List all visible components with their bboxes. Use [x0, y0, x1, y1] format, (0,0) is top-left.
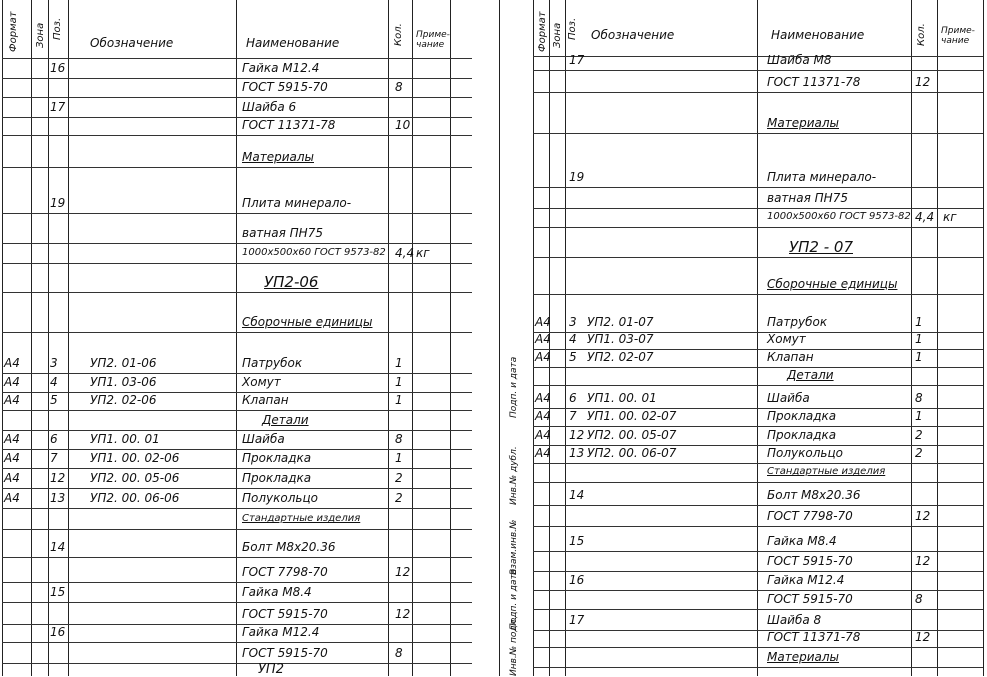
col-line [388, 0, 389, 676]
row-divider [2, 624, 472, 625]
row-divider [533, 367, 983, 368]
cell-pos: 7 [569, 409, 577, 423]
col-line [48, 0, 49, 676]
stamp-sign-date: Подп. и дата [509, 356, 519, 418]
cell-qty: 8 [395, 432, 403, 446]
header-note: Приме-чание [941, 26, 975, 46]
cell-name: Материалы [767, 116, 839, 130]
header-note: Приме-чание [416, 30, 450, 50]
row-divider [533, 505, 983, 506]
stamp-replace-inv: Взам.инв.№ [509, 519, 519, 575]
row-divider [533, 187, 983, 188]
cell-qty: 8 [915, 391, 923, 405]
right-sheet [497, 0, 987, 676]
header-format: Формат [8, 11, 19, 52]
cell-pos: 15 [50, 585, 66, 599]
cell-name: ГОСТ 5915-70 [767, 554, 853, 568]
col-line [236, 0, 237, 676]
cell-fmt: А4 [535, 428, 551, 442]
col-line [450, 0, 451, 676]
cell-name: ватная ПН75 [242, 226, 323, 240]
cell-pos: 3 [50, 356, 58, 370]
col-line [937, 0, 938, 676]
header-qty: Кол. [393, 23, 404, 46]
cell-qty: 1 [915, 350, 923, 364]
cell-des: УП2. 01-06 [90, 356, 157, 370]
cell-name: Детали [787, 368, 834, 382]
col-line [983, 0, 984, 676]
cell-name: Сборочные единицы [767, 277, 898, 291]
cell-pos: 15 [569, 534, 585, 548]
row-divider [533, 208, 983, 209]
cell-name: УП2 - 07 [789, 238, 853, 256]
row-divider [533, 526, 983, 527]
cell-qty: 2 [395, 471, 403, 485]
row-divider [2, 292, 472, 293]
cell-name: ватная ПН75 [767, 191, 848, 205]
cell-name: Прокладка [767, 428, 837, 442]
row-divider [2, 430, 472, 431]
cell-name: ГОСТ 5915-70 [242, 646, 328, 660]
cell-qty: 1 [395, 451, 403, 465]
row-divider [2, 263, 472, 264]
cell-qty: 8 [915, 592, 923, 606]
cell-fmt: А4 [4, 393, 20, 407]
cell-pos: 5 [50, 393, 58, 407]
row-divider [2, 663, 472, 664]
stamp-sign-date-2: Подп. и дата [509, 568, 519, 630]
cell-pos: 12 [569, 428, 585, 442]
row-divider [533, 294, 983, 295]
cell-name: ГОСТ 7798-70 [242, 565, 328, 579]
cell-name: ГОСТ 5915-70 [242, 607, 328, 621]
cell-name: Гайка М12.4 [242, 61, 320, 75]
cell-pos: 14 [569, 488, 585, 502]
cell-pos: 19 [50, 196, 66, 210]
row-divider [533, 133, 983, 134]
cell-pos: 3 [569, 315, 577, 329]
cell-fmt: А4 [4, 451, 20, 465]
cell-des: УП1. 03-06 [90, 375, 157, 389]
cell-fmt: А4 [4, 356, 20, 370]
cell-qty: 4,4 [915, 210, 935, 224]
row-divider [533, 482, 983, 483]
row-divider [2, 332, 472, 333]
cell-name: Патрубок [242, 356, 303, 370]
left-sheet [0, 0, 475, 676]
cell-qty: 12 [915, 554, 931, 568]
cell-des: УП2. 00. 05-06 [90, 471, 180, 485]
cell-name: УП2-06 [264, 273, 319, 291]
header-pos: Поз. [567, 17, 578, 40]
cell-qty: 1 [915, 409, 923, 423]
col-line [412, 0, 413, 676]
row-divider [533, 463, 983, 464]
cell-des: УП2. 00. 05-07 [587, 428, 677, 442]
cell-qty: 12 [915, 630, 931, 644]
cell-name: ГОСТ 11371-78 [767, 630, 861, 644]
header-name: Наименование [246, 36, 340, 50]
cell-qty: 8 [395, 646, 403, 660]
cell-fmt: А4 [535, 315, 551, 329]
cell-name: Хомут [242, 375, 281, 389]
header-divider [533, 56, 983, 57]
cell-name: Прокладка [242, 471, 312, 485]
cell-name: Шайба 6 [242, 100, 297, 114]
header-qty: Кол. [916, 23, 927, 46]
header-name: Наименование [771, 28, 865, 42]
cell-qty: 12 [395, 607, 411, 621]
cell-name: Прокладка [767, 409, 837, 423]
cell-fmt: А4 [535, 350, 551, 364]
cell-pos: 14 [50, 540, 66, 554]
cell-des: УП1. 00. 02-06 [90, 451, 180, 465]
cell-name: Гайка М12.4 [242, 625, 320, 639]
cell-qty: 2 [915, 428, 923, 442]
header-zone: Зона [35, 22, 46, 48]
row-divider [2, 557, 472, 558]
cell-name: Гайка М8.4 [242, 585, 312, 599]
row-divider [533, 70, 983, 71]
cell-name: Сборочные единицы [242, 315, 373, 329]
cell-pos: 16 [50, 625, 66, 639]
cell-name: Болт М8х20.36 [242, 540, 336, 554]
col-line [31, 0, 32, 676]
cell-name: ГОСТ 5915-70 [767, 592, 853, 606]
cell-pos: 17 [569, 53, 585, 67]
row-divider [533, 609, 983, 610]
cell-fmt: А4 [4, 491, 20, 505]
cell-name: Стандартные изделия [767, 466, 886, 477]
cell-qty: 1 [395, 375, 403, 389]
cell-name: Детали [262, 413, 309, 427]
cell-fmt: А4 [535, 332, 551, 346]
row-divider [533, 92, 983, 93]
cell-des: УП2. 01-07 [587, 315, 654, 329]
cell-name: ГОСТ 11371-78 [767, 75, 861, 89]
row-divider [533, 227, 983, 228]
cell-name: 1000х500х60 ГОСТ 9573-82 [767, 211, 911, 222]
cell-name: Хомут [767, 332, 806, 346]
cell-pos: 4 [569, 332, 577, 346]
row-divider [2, 167, 472, 168]
col-line [68, 0, 69, 676]
row-divider [2, 410, 472, 411]
cell-name: Гайка М12.4 [767, 573, 845, 587]
stamp-inv-dup: Инв.№ дубл. [509, 446, 519, 505]
header-zone: Зона [552, 22, 563, 48]
cell-name: Плита минерало- [767, 170, 877, 184]
cell-pos: 4 [50, 375, 58, 389]
cell-fmt: А4 [4, 471, 20, 485]
cell-fmt: А4 [535, 391, 551, 405]
cell-qty: 12 [395, 565, 411, 579]
cell-name: Клапан [767, 350, 814, 364]
row-divider [533, 647, 983, 648]
cell-name: ГОСТ 11371-78 [242, 118, 336, 132]
row-divider [533, 667, 983, 668]
row-divider [2, 213, 472, 214]
cell-name: Шайба [242, 432, 285, 446]
cell-fmt: А4 [4, 375, 20, 389]
cell-qty: 8 [395, 80, 403, 94]
cell-name: Материалы [767, 650, 839, 664]
cell-fmt: А4 [535, 409, 551, 423]
cell-pos: 17 [569, 613, 585, 627]
row-divider [2, 468, 472, 469]
cell-name: ГОСТ 7798-70 [767, 509, 853, 523]
cell-qty: 1 [915, 315, 923, 329]
row-divider [533, 571, 983, 572]
cell-qty: 2 [395, 491, 403, 505]
cell-name: Полукольцо [242, 491, 318, 505]
cell-name: 1000х500х60 ГОСТ 9573-82 [242, 247, 386, 258]
row-divider [2, 97, 472, 98]
cell-name: Материалы [242, 150, 314, 164]
header-designation: Обозначение [90, 36, 174, 50]
col-line [533, 0, 534, 676]
cell-name: Шайба М8 [767, 53, 832, 67]
cell-des: УП2. 00. 06-07 [587, 446, 677, 460]
cell-note: кг [943, 210, 957, 224]
cell-name: ГОСТ 5915-70 [242, 80, 328, 94]
cell-pos: 13 [50, 491, 66, 505]
cell-name: Патрубок [767, 315, 828, 329]
row-divider [533, 385, 983, 386]
cell-name: Полукольцо [767, 446, 843, 460]
cell-qty: 10 [395, 118, 411, 132]
cell-pos: 17 [50, 100, 66, 114]
cell-name: Плита минерало- [242, 196, 352, 210]
cell-name: Стандартные изделия [242, 513, 361, 524]
col-line [2, 0, 3, 676]
cell-des: УП1. 00. 01 [587, 391, 657, 405]
header-pos: Поз. [52, 17, 63, 40]
cell-pos: 12 [50, 471, 66, 485]
row-divider [533, 551, 983, 552]
cell-name: Шайба 8 [767, 613, 822, 627]
stamp-inv-orig: Инв.№ подл. [509, 616, 519, 676]
col-line [911, 0, 912, 676]
row-divider [533, 257, 983, 258]
cell-name: Гайка М8.4 [767, 534, 837, 548]
cell-pos: 16 [569, 573, 585, 587]
cell-des: УП2. 00. 06-06 [90, 491, 180, 505]
cell-qty: 12 [915, 509, 931, 523]
cell-qty: 2 [915, 446, 923, 460]
row-divider [2, 78, 472, 79]
cell-des: УП1. 03-07 [587, 332, 654, 346]
header-divider [2, 58, 472, 59]
row-divider [2, 529, 472, 530]
cell-des: УП1. 00. 01 [90, 432, 160, 446]
cell-qty: 12 [915, 75, 931, 89]
cell-name: Болт М8х20.36 [767, 488, 861, 502]
row-divider [2, 642, 472, 643]
cell-des: УП2. 02-06 [90, 393, 157, 407]
row-divider [533, 590, 983, 591]
header-format: Формат [537, 11, 548, 52]
row-divider [2, 449, 472, 450]
cell-qty: 4,4 [395, 246, 415, 260]
cell-pos: 19 [569, 170, 585, 184]
row-divider [2, 488, 472, 489]
cell-pos: 6 [50, 432, 58, 446]
row-divider [2, 582, 472, 583]
bottom-left-label: УП2 [258, 662, 284, 677]
cell-qty: 1 [395, 393, 403, 407]
row-divider [2, 602, 472, 603]
cell-qty: 1 [395, 356, 403, 370]
cell-name: Клапан [242, 393, 289, 407]
cell-pos: 13 [569, 446, 585, 460]
cell-note: кг [416, 246, 430, 260]
cell-qty: 1 [915, 332, 923, 346]
cell-pos: 16 [50, 61, 66, 75]
cell-des: УП1. 00. 02-07 [587, 409, 677, 423]
row-divider [2, 508, 472, 509]
row-divider [2, 373, 472, 374]
cell-des: УП2. 02-07 [587, 350, 654, 364]
cell-pos: 6 [569, 391, 577, 405]
col-line [565, 0, 566, 676]
col-line [499, 0, 500, 676]
cell-pos: 5 [569, 350, 577, 364]
row-divider [2, 243, 472, 244]
cell-fmt: А4 [4, 432, 20, 446]
cell-fmt: А4 [535, 446, 551, 460]
cell-name: Прокладка [242, 451, 312, 465]
row-divider [533, 426, 983, 427]
cell-name: Шайба [767, 391, 810, 405]
col-line [757, 0, 758, 676]
row-divider [2, 135, 472, 136]
cell-pos: 7 [50, 451, 58, 465]
header-designation: Обозначение [591, 28, 675, 42]
